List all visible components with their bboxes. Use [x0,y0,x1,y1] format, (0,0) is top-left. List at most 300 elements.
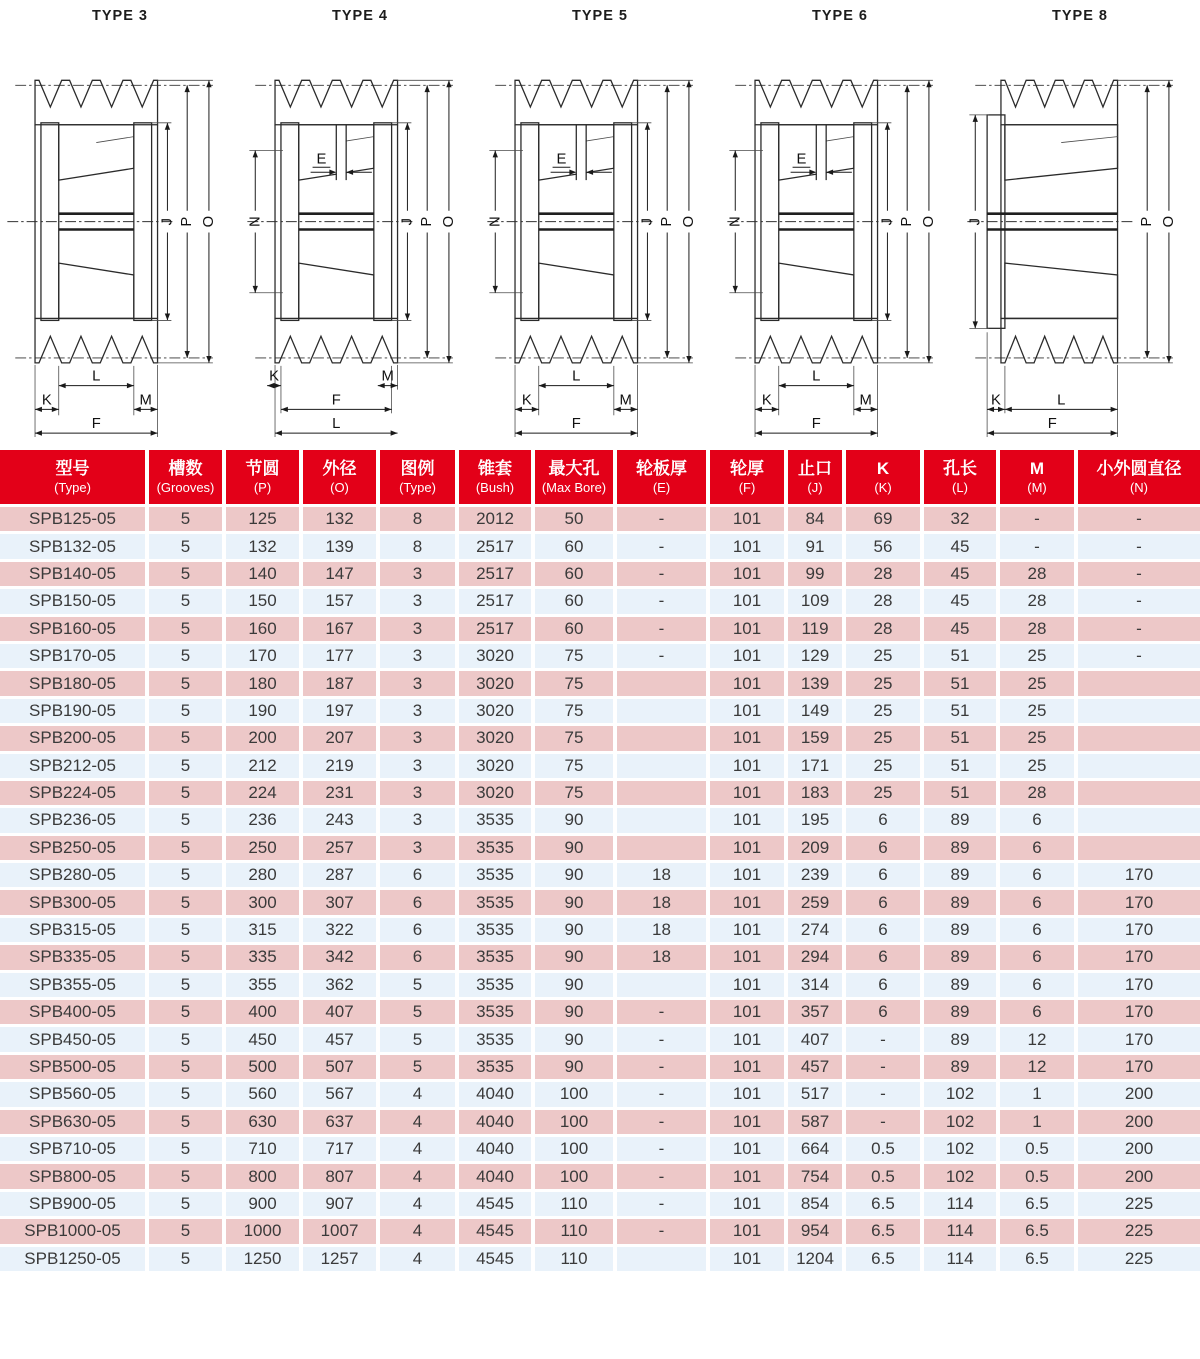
cell-pitch-p: 1000 [224,1218,301,1245]
cell-spigot-j: 84 [786,506,844,533]
cell-web-e [615,807,708,834]
cell-grooves: 5 [147,807,224,834]
cell-outer-o: 457 [301,1026,378,1053]
header-cell-web-e [615,449,708,506]
cell-bush: 4040 [457,1081,533,1108]
cell-max-bore: 75 [533,725,615,752]
cell-k: 0.5 [844,1135,922,1162]
cell-outer-o: 219 [301,752,378,779]
cell-outer-o: 177 [301,642,378,669]
cell-legend-type: 4 [378,1190,457,1217]
cell-m: 12 [998,1026,1076,1053]
table-row-SPB160-05 [0,615,1200,642]
svg-text:O: O [440,215,457,228]
cell-grooves: 5 [147,1245,224,1272]
dimension-lines-type-6 [727,80,937,437]
cell-bush: 3020 [457,697,533,724]
cell-max-bore: 110 [533,1218,615,1245]
cell-bush: 3020 [457,725,533,752]
cell-spigot-j: 195 [786,807,844,834]
cell-grooves: 5 [147,834,224,861]
cell-max-bore: 110 [533,1245,615,1272]
cell-outer-o: 362 [301,971,378,998]
diagram-row [0,0,1200,447]
cell-pitch-p: 560 [224,1081,301,1108]
cell-k: 28 [844,615,922,642]
cell-spigot-j: 239 [786,862,844,889]
cell-spigot-j: 294 [786,944,844,971]
cell-bush: 3535 [457,916,533,943]
cell-m: 6.5 [998,1218,1076,1245]
cell-width-f: 101 [708,834,786,861]
svg-text:N: N [727,216,744,227]
cell-small-outer-n: - [1076,506,1200,533]
header-cn: M [1029,459,1045,479]
cell-outer-o: 197 [301,697,378,724]
cell-m: 6 [998,889,1076,916]
header-cell-spigot-j [786,449,844,506]
cell-k: 6.5 [844,1218,922,1245]
cell-m: 6.5 [998,1245,1076,1272]
table-row-SPB212-05 [0,752,1200,779]
cell-type: SPB710-05 [0,1135,147,1162]
cell-grooves: 5 [147,588,224,615]
cell-max-bore: 90 [533,834,615,861]
svg-text:F: F [331,392,341,409]
cell-web-e: - [615,1163,708,1190]
svg-text:J: J [159,217,176,226]
cell-type: SPB160-05 [0,615,147,642]
diagram-type-3 [0,0,240,439]
cell-bore-length-l: 89 [922,971,998,998]
cell-pitch-p: 180 [224,670,301,697]
cell-k: 6 [844,807,922,834]
cell-pitch-p: 800 [224,1163,301,1190]
svg-text:O: O [1160,215,1177,228]
svg-text:K: K [761,392,772,409]
cell-k: - [844,1081,922,1108]
cell-web-e [615,1245,708,1272]
cell-pitch-p: 900 [224,1190,301,1217]
cell-spigot-j: 357 [786,999,844,1026]
header-cell-legend-type [378,449,457,506]
header-cn: 轮板厚 [636,459,687,479]
svg-text:E: E [556,151,567,168]
cell-pitch-p: 335 [224,944,301,971]
cell-spigot-j: 149 [786,697,844,724]
cell-bore-length-l: 102 [922,1135,998,1162]
cell-type: SPB1250-05 [0,1245,147,1272]
cell-k: 6 [844,944,922,971]
header-cn: 图例 [400,459,435,479]
cell-spigot-j: 109 [786,588,844,615]
cell-legend-type: 3 [378,779,457,806]
cell-type: SPB200-05 [0,725,147,752]
cell-bush: 3535 [457,1026,533,1053]
cell-spigot-j: 183 [786,779,844,806]
cell-k: 28 [844,560,922,587]
cell-legend-type: 3 [378,834,457,861]
cell-bush: 4545 [457,1245,533,1272]
cell-bush: 4545 [457,1218,533,1245]
cell-bush: 3535 [457,944,533,971]
cell-legend-type: 6 [378,862,457,889]
cell-k: 56 [844,533,922,560]
cell-m: 0.5 [998,1163,1076,1190]
table-row-SPB280-05 [0,862,1200,889]
header-cell-width-f [708,449,786,506]
cell-pitch-p: 150 [224,588,301,615]
cell-small-outer-n: - [1076,560,1200,587]
cell-m: 6 [998,944,1076,971]
table-row-SPB150-05 [0,588,1200,615]
cell-type: SPB150-05 [0,588,147,615]
header-cn: 止口 [798,459,832,479]
cell-small-outer-n: - [1076,615,1200,642]
cell-legend-type: 6 [378,944,457,971]
cell-type: SPB315-05 [0,916,147,943]
cell-k: - [844,1026,922,1053]
header-cn: K [876,459,890,479]
cell-width-f: 101 [708,999,786,1026]
cell-k: - [844,1053,922,1080]
cell-width-f: 101 [708,1245,786,1272]
cell-spigot-j: 99 [786,560,844,587]
cell-pitch-p: 400 [224,999,301,1026]
cell-type: SPB560-05 [0,1081,147,1108]
header-cell-outer-o [301,449,378,506]
cell-pitch-p: 140 [224,560,301,587]
cell-pitch-p: 224 [224,779,301,806]
cell-k: 6.5 [844,1190,922,1217]
table-row-SPB710-05 [0,1135,1200,1162]
cell-web-e: - [615,533,708,560]
cell-type: SPB630-05 [0,1108,147,1135]
cell-k: 69 [844,506,922,533]
table-row-SPB180-05 [0,670,1200,697]
cell-outer-o: 187 [301,670,378,697]
table-row-SPB1250-05 [0,1245,1200,1272]
cell-grooves: 5 [147,615,224,642]
cell-web-e: - [615,1135,708,1162]
cell-bore-length-l: 51 [922,779,998,806]
table-row-SPB132-05 [0,533,1200,560]
cell-max-bore: 50 [533,506,615,533]
cell-web-e [615,971,708,998]
cell-spigot-j: 407 [786,1026,844,1053]
cell-bush: 3020 [457,642,533,669]
header-cn: 槽数 [168,459,203,479]
header-cn: 最大孔 [548,459,600,479]
cell-web-e: - [615,1053,708,1080]
header-en: (E) [652,480,671,496]
dimension-lines-type-5 [487,80,697,437]
svg-text:P: P [419,216,436,227]
cell-legend-type: 5 [378,999,457,1026]
cell-width-f: 101 [708,752,786,779]
cell-m: 6 [998,971,1076,998]
cell-legend-type: 3 [378,752,457,779]
cell-outer-o: 907 [301,1190,378,1217]
header-cell-type [0,449,147,506]
diagram-type-4 [240,0,480,439]
cell-type: SPB800-05 [0,1163,147,1190]
cell-type: SPB355-05 [0,971,147,998]
cell-small-outer-n: 170 [1076,971,1200,998]
svg-text:E: E [316,151,327,168]
cell-small-outer-n: 200 [1076,1108,1200,1135]
cell-grooves: 5 [147,697,224,724]
svg-text:J: J [967,217,984,226]
cell-grooves: 5 [147,725,224,752]
cell-small-outer-n [1076,834,1200,861]
cell-pitch-p: 212 [224,752,301,779]
cell-web-e: 18 [615,944,708,971]
header-cn: 外径 [322,459,357,479]
cell-width-f: 101 [708,1108,786,1135]
cell-grooves: 5 [147,1108,224,1135]
table-row-SPB560-05 [0,1081,1200,1108]
header-en: (O) [330,480,349,496]
pulley-drawing-type-3 [0,24,240,439]
cell-k: 6 [844,862,922,889]
cell-outer-o: 342 [301,944,378,971]
cell-legend-type: 3 [378,615,457,642]
diagram-type-8 [960,0,1200,439]
header-cell-grooves [147,449,224,506]
cell-outer-o: 287 [301,862,378,889]
svg-text:J: J [399,217,416,226]
header-en: (Grooves) [156,480,215,496]
cell-small-outer-n: 200 [1076,1135,1200,1162]
cell-m: 0.5 [998,1135,1076,1162]
svg-text:L: L [332,416,341,433]
cell-grooves: 5 [147,1081,224,1108]
cell-max-bore: 90 [533,1026,615,1053]
cell-grooves: 5 [147,1053,224,1080]
cell-max-bore: 60 [533,615,615,642]
cell-width-f: 101 [708,697,786,724]
table-row-SPB250-05 [0,834,1200,861]
cell-outer-o: 139 [301,533,378,560]
header-en: (Max Bore) [541,480,607,496]
cell-type: SPB450-05 [0,1026,147,1053]
cell-k: - [844,1108,922,1135]
cell-type: SPB190-05 [0,697,147,724]
svg-text:K: K [269,368,279,385]
svg-text:L: L [572,368,581,385]
svg-text:P: P [179,216,196,227]
cell-m: 28 [998,779,1076,806]
header-row [0,449,1200,506]
cell-bore-length-l: 89 [922,999,998,1026]
cell-small-outer-n: - [1076,533,1200,560]
svg-text:M: M [381,368,394,385]
diagram-title-type-6: TYPE 6 [812,8,868,24]
cell-type: SPB1000-05 [0,1218,147,1245]
table-row-SPB125-05 [0,506,1200,533]
header-en: (F) [738,480,756,496]
cell-width-f: 101 [708,1163,786,1190]
cell-bush: 2517 [457,560,533,587]
svg-text:J: J [639,217,656,226]
cell-bush: 3020 [457,752,533,779]
cell-k: 6 [844,971,922,998]
cell-type: SPB212-05 [0,752,147,779]
cell-m: 1 [998,1081,1076,1108]
cell-spigot-j: 1204 [786,1245,844,1272]
svg-text:O: O [680,215,697,228]
svg-text:P: P [1139,216,1156,227]
cell-bore-length-l: 89 [922,1053,998,1080]
cell-grooves: 5 [147,944,224,971]
cell-grooves: 5 [147,779,224,806]
cell-grooves: 5 [147,752,224,779]
cell-width-f: 101 [708,889,786,916]
cell-bore-length-l: 102 [922,1108,998,1135]
cell-legend-type: 4 [378,1108,457,1135]
header-en: (Type) [54,480,91,496]
cell-web-e [615,779,708,806]
cell-max-bore: 90 [533,916,615,943]
cell-bore-length-l: 51 [922,642,998,669]
cell-bush: 3535 [457,971,533,998]
cell-small-outer-n: 225 [1076,1218,1200,1245]
cell-width-f: 101 [708,642,786,669]
cell-spigot-j: 259 [786,889,844,916]
cell-web-e [615,834,708,861]
cell-outer-o: 243 [301,807,378,834]
cell-k: 28 [844,588,922,615]
cell-small-outer-n: - [1076,642,1200,669]
cell-outer-o: 147 [301,560,378,587]
cell-max-bore: 100 [533,1163,615,1190]
cell-grooves: 5 [147,999,224,1026]
cell-k: 6 [844,834,922,861]
cell-m: 6 [998,916,1076,943]
cell-width-f: 101 [708,807,786,834]
cell-width-f: 101 [708,916,786,943]
cell-web-e: - [615,1190,708,1217]
cell-spigot-j: 171 [786,752,844,779]
header-en: (M) [1027,480,1047,496]
spec-table [0,447,1200,1274]
cell-legend-type: 5 [378,971,457,998]
svg-text:K: K [41,392,52,409]
diagram-type-6 [720,0,960,439]
table-row-SPB315-05 [0,916,1200,943]
cell-max-bore: 100 [533,1108,615,1135]
table-row-SPB140-05 [0,560,1200,587]
cell-type: SPB125-05 [0,506,147,533]
cell-web-e: - [615,1026,708,1053]
cell-bush: 2517 [457,533,533,560]
cell-small-outer-n [1076,725,1200,752]
cell-bush: 4040 [457,1108,533,1135]
cell-bush: 2517 [457,588,533,615]
cell-m: 28 [998,588,1076,615]
header-cn: 型号 [55,459,90,479]
cell-k: 25 [844,725,922,752]
cell-grooves: 5 [147,916,224,943]
table-row-SPB500-05 [0,1053,1200,1080]
cell-grooves: 5 [147,1190,224,1217]
cell-outer-o: 322 [301,916,378,943]
cell-bush: 4040 [457,1163,533,1190]
cell-bore-length-l: 51 [922,752,998,779]
svg-text:M: M [859,392,872,409]
cell-small-outer-n: 170 [1076,889,1200,916]
cell-small-outer-n [1076,752,1200,779]
cell-k: 0.5 [844,1163,922,1190]
cell-bush: 2012 [457,506,533,533]
cell-m: 6.5 [998,1190,1076,1217]
cell-max-bore: 75 [533,752,615,779]
cell-m: - [998,506,1076,533]
cell-width-f: 101 [708,1053,786,1080]
cell-spigot-j: 274 [786,916,844,943]
cell-width-f: 101 [708,779,786,806]
cell-small-outer-n: 200 [1076,1081,1200,1108]
cell-bush: 3535 [457,1053,533,1080]
cell-k: 6 [844,889,922,916]
cell-spigot-j: 754 [786,1163,844,1190]
cell-width-f: 101 [708,560,786,587]
table-row-SPB400-05 [0,999,1200,1026]
cell-legend-type: 4 [378,1135,457,1162]
diagram-title-type-3: TYPE 3 [92,8,148,24]
cell-type: SPB280-05 [0,862,147,889]
cell-bore-length-l: 114 [922,1245,998,1272]
header-cn: 轮厚 [730,459,764,479]
table-row-SPB236-05 [0,807,1200,834]
cell-web-e: - [615,588,708,615]
cell-bush: 3535 [457,999,533,1026]
cell-width-f: 101 [708,1081,786,1108]
cell-bush: 3535 [457,834,533,861]
pulley-drawing-type-4 [240,24,480,439]
cell-outer-o: 257 [301,834,378,861]
header-en: (Type) [399,480,436,496]
cell-pitch-p: 125 [224,506,301,533]
svg-text:N: N [247,216,264,227]
header-cell-k [844,449,922,506]
cell-bore-length-l: 45 [922,588,998,615]
table-row-SPB355-05 [0,971,1200,998]
cell-grooves: 5 [147,971,224,998]
cell-type: SPB140-05 [0,560,147,587]
cell-spigot-j: 91 [786,533,844,560]
cell-width-f: 101 [708,971,786,998]
cell-spigot-j: 314 [786,971,844,998]
cell-grooves: 5 [147,1218,224,1245]
cell-max-bore: 90 [533,971,615,998]
cell-spigot-j: 587 [786,1108,844,1135]
cell-max-bore: 60 [533,560,615,587]
cell-outer-o: 231 [301,779,378,806]
cell-spigot-j: 119 [786,615,844,642]
cell-outer-o: 637 [301,1108,378,1135]
cell-grooves: 5 [147,642,224,669]
cell-small-outer-n: 170 [1076,999,1200,1026]
cell-type: SPB132-05 [0,533,147,560]
cell-web-e: - [615,642,708,669]
cell-small-outer-n: 200 [1076,1163,1200,1190]
cell-max-bore: 90 [533,862,615,889]
cell-type: SPB400-05 [0,999,147,1026]
cell-pitch-p: 190 [224,697,301,724]
table-row-SPB630-05 [0,1108,1200,1135]
